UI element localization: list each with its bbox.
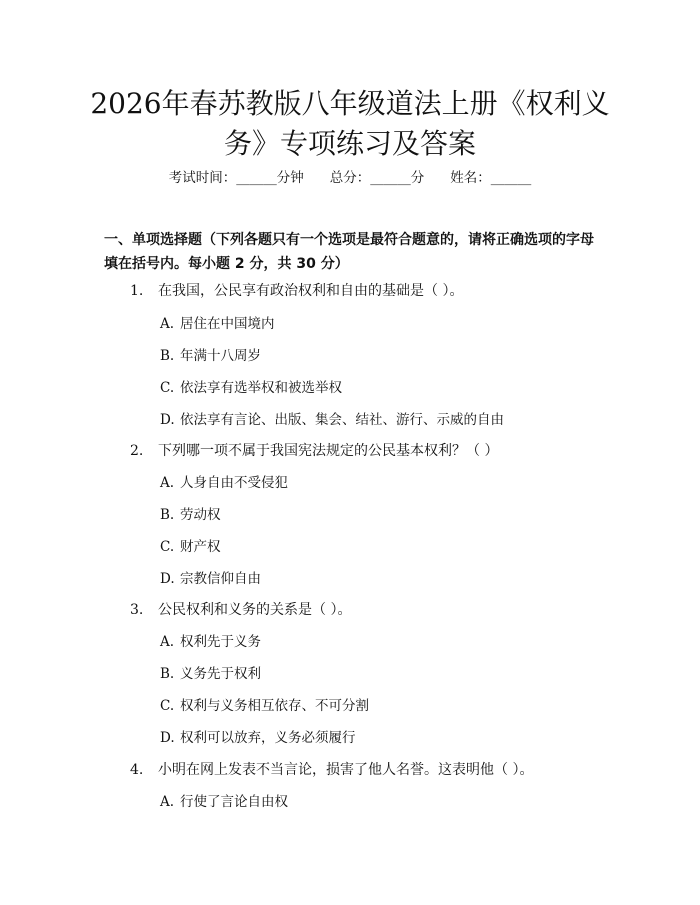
- question-number: 1.: [130, 283, 144, 299]
- question-4: [130, 760, 533, 780]
- question-text: 下列哪一项不属于我国宪法规定的公民基本权利？（ ）: [158, 443, 499, 459]
- option-letter: B.: [160, 507, 175, 523]
- title-line-1: 2026年春苏教版八年级道法上册《权利义: [90, 87, 610, 120]
- section-heading-line-2: 填在括号内。每小题 2 分，共 30 分）: [104, 256, 349, 272]
- option-text: 居住在中国境内: [180, 316, 275, 332]
- question-4-option-a: [160, 792, 288, 812]
- question-2: [130, 441, 498, 461]
- option-letter: A.: [160, 316, 175, 332]
- exam-meta-line: [0, 168, 700, 188]
- option-text: 依法享有选举权和被选举权: [180, 380, 342, 396]
- question-2-option-a: [160, 473, 288, 493]
- option-text: 行使了言论自由权: [180, 794, 288, 810]
- question-2-option-b: [160, 505, 221, 525]
- question-number: 4.: [130, 762, 144, 778]
- option-letter: D.: [160, 571, 175, 587]
- option-letter: A.: [160, 475, 175, 491]
- question-3-option-b: [160, 664, 261, 684]
- document-title: [60, 84, 640, 164]
- section-heading: [104, 228, 604, 276]
- option-letter: D.: [160, 730, 175, 746]
- question-1-option-b: [160, 346, 261, 366]
- option-text: 权利先于义务: [180, 634, 261, 650]
- question-3: [130, 600, 351, 620]
- question-text: 小明在网上发表不当言论，损害了他人名誉。这表明他（ ）。: [158, 762, 534, 778]
- section-heading-line-1: 一、单项选择题（下列各题只有一个选项是最符合题意的，请将正确选项的字母: [104, 232, 594, 248]
- exam-time-field: 考试时间：______分钟: [168, 170, 304, 186]
- option-text: 权利与义务相互依存、不可分割: [180, 698, 369, 714]
- option-letter: C.: [160, 698, 175, 714]
- total-score-field: 总分：______分: [329, 170, 425, 186]
- option-text: 权利可以放弃，义务必须履行: [180, 730, 356, 746]
- option-text: 依法享有言论、出版、集会、结社、游行、示威的自由: [180, 412, 504, 428]
- question-3-option-d: [160, 728, 356, 748]
- option-text: 年满十八周岁: [180, 348, 261, 364]
- option-text: 义务先于权利: [180, 666, 261, 682]
- option-text: 人身自由不受侵犯: [180, 475, 288, 491]
- option-letter: D.: [160, 412, 175, 428]
- option-text: 宗教信仰自由: [180, 571, 261, 587]
- option-letter: B.: [160, 666, 175, 682]
- option-letter: C.: [160, 380, 175, 396]
- option-letter: C.: [160, 539, 175, 555]
- question-1-option-c: [160, 378, 342, 398]
- question-text: 公民权利和义务的关系是（ ）。: [158, 602, 352, 618]
- student-name-field: 姓名：______: [450, 170, 532, 186]
- question-2-option-c: [160, 537, 221, 557]
- question-number: 3.: [130, 602, 144, 618]
- question-1-option-a: [160, 314, 275, 334]
- question-1-option-d: [160, 410, 504, 430]
- option-text: 劳动权: [180, 507, 221, 523]
- question-3-option-c: [160, 696, 369, 716]
- question-number: 2.: [130, 443, 144, 459]
- option-text: 财产权: [180, 539, 221, 555]
- option-letter: A.: [160, 794, 175, 810]
- question-3-option-a: [160, 632, 261, 652]
- question-text: 在我国，公民享有政治权利和自由的基础是（ ）。: [158, 283, 464, 299]
- option-letter: A.: [160, 634, 175, 650]
- option-letter: B.: [160, 348, 175, 364]
- title-line-2: 务》专项练习及答案: [223, 127, 476, 160]
- question-1: [130, 281, 463, 301]
- question-2-option-d: [160, 569, 261, 589]
